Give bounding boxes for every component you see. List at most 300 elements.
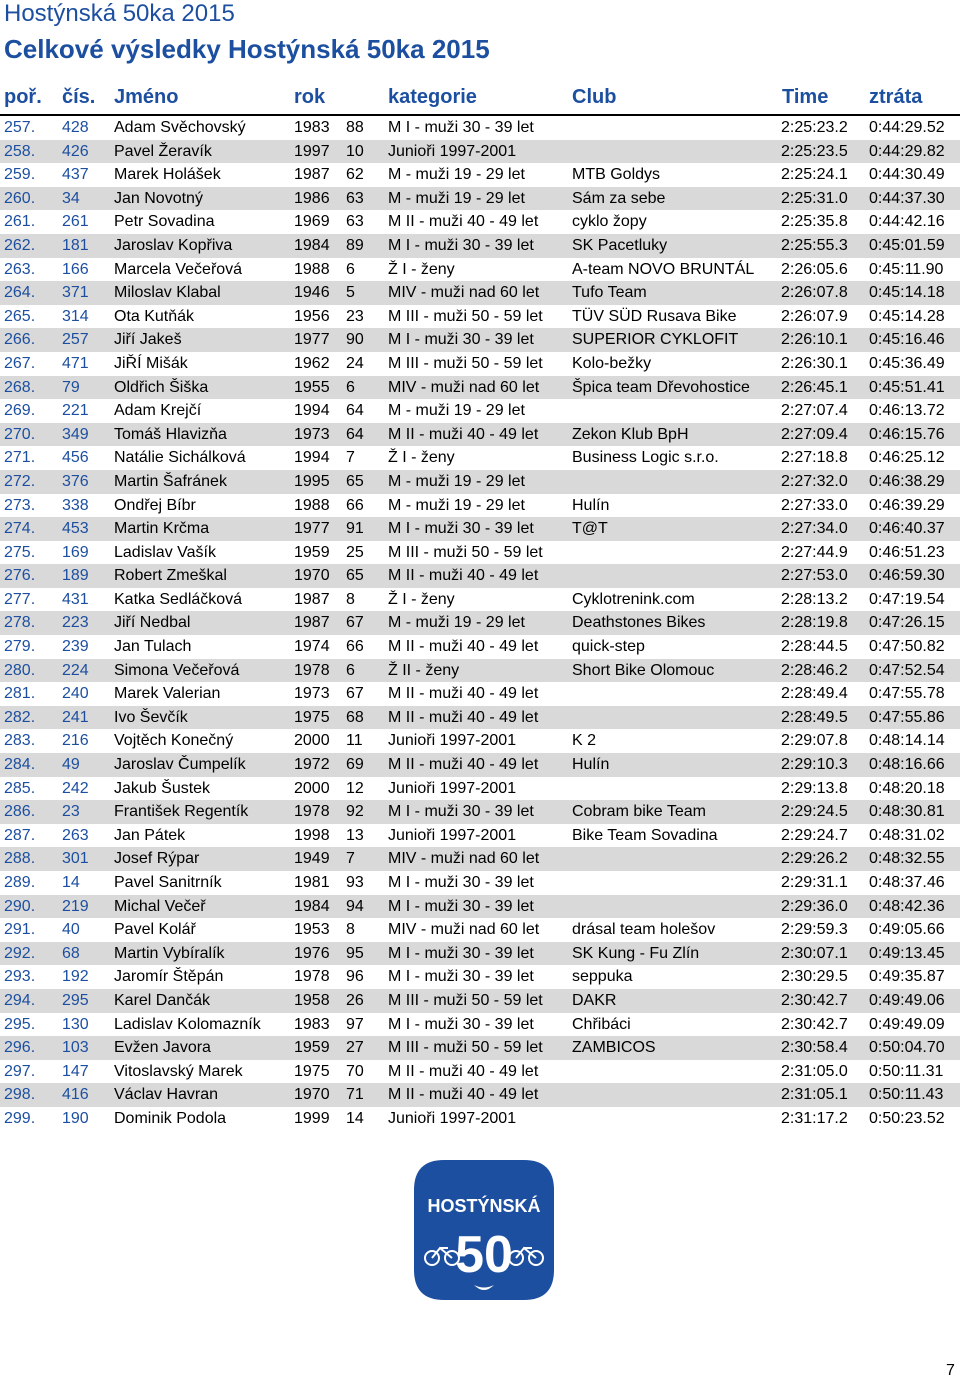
cell-number: 426 — [62, 142, 89, 160]
cell-club: DAKR — [572, 991, 617, 1009]
cell-position: 282. — [4, 708, 36, 726]
cell-number: 34 — [62, 189, 80, 207]
cell-name: Martin Šafránek — [114, 472, 227, 490]
cell-number: 239 — [62, 638, 89, 656]
cell-year-rank: 65 — [346, 472, 364, 490]
cell-position: 271. — [4, 449, 36, 467]
cell-name: Jan Novotný — [114, 189, 203, 207]
cell-position: 259. — [4, 166, 36, 184]
cell-time: 2:28:49.5 — [781, 708, 848, 726]
cell-year: 1970 — [294, 567, 330, 585]
cell-category: Ž I - ženy — [388, 260, 455, 278]
cell-year: 1959 — [294, 543, 330, 561]
cell-year-rank: 91 — [346, 520, 364, 538]
table-row — [0, 1013, 960, 1037]
cell-number: 471 — [62, 354, 89, 372]
cell-position: 284. — [4, 756, 36, 774]
cell-year: 1978 — [294, 661, 330, 679]
cell-time: 2:30:42.7 — [781, 1015, 848, 1033]
cell-year: 1981 — [294, 874, 330, 891]
cell-year: 1994 — [294, 402, 330, 420]
table-row — [0, 682, 960, 706]
cell-loss: 0:46:38.29 — [869, 472, 945, 490]
cell-name: Vojtěch Konečný — [114, 732, 234, 750]
table-row — [0, 116, 960, 140]
cell-number: 130 — [62, 1015, 89, 1033]
cell-year: 1977 — [294, 520, 330, 538]
cell-name: Pavel Žeravík — [114, 142, 212, 160]
cell-category: MIV - muži nad 60 let — [388, 921, 540, 939]
cell-number: 242 — [62, 779, 89, 797]
table-row — [0, 871, 960, 895]
cell-name: František Regentík — [114, 803, 249, 821]
cell-category: Junioři 1997-2001 — [388, 779, 517, 797]
cell-time: 2:30:58.4 — [781, 1039, 848, 1057]
cell-name: Adam Krejčí — [114, 402, 202, 420]
cell-year-rank: 27 — [346, 1039, 364, 1057]
cell-category: M III - muži 50 - 59 let — [388, 307, 543, 325]
table-row — [0, 163, 960, 187]
cell-year-rank: 6 — [346, 661, 355, 679]
cell-loss: 0:46:15.76 — [869, 425, 945, 443]
table-header — [0, 84, 960, 116]
cell-number: 240 — [62, 685, 89, 703]
cell-club: Cobram bike Team — [572, 803, 706, 821]
cell-category: Junioři 1997-2001 — [388, 826, 517, 844]
cell-position: 280. — [4, 661, 36, 679]
cell-club: T@T — [572, 520, 608, 538]
cell-year: 2000 — [294, 732, 330, 750]
cell-number: 295 — [62, 991, 89, 1009]
cell-year: 1999 — [294, 1109, 330, 1127]
cell-year: 1977 — [294, 331, 330, 349]
cell-year: 1973 — [294, 685, 330, 703]
cell-year: 1997 — [294, 142, 330, 160]
cell-name: Václav Havran — [114, 1086, 219, 1104]
cell-year-rank: 66 — [346, 638, 364, 656]
cell-year-rank: 12 — [346, 779, 364, 797]
cell-position: 268. — [4, 378, 36, 396]
cell-position: 264. — [4, 284, 36, 302]
cell-time: 2:31:05.1 — [781, 1086, 848, 1104]
cell-time: 2:29:24.7 — [781, 826, 848, 844]
cell-club: Short Bike Olomouc — [572, 661, 715, 679]
cell-year-rank: 8 — [346, 921, 355, 939]
cell-category: MIV - muži nad 60 let — [388, 378, 540, 396]
cell-loss: 0:49:05.66 — [869, 921, 945, 939]
document-subtitle: Celkové výsledky Hostýnská 50ka 2015 — [4, 34, 490, 64]
table-row — [0, 352, 960, 376]
table-row — [0, 423, 960, 447]
cell-club: drásal team holešov — [572, 921, 716, 939]
cell-name: Michal Večeř — [114, 897, 206, 915]
table-row — [0, 210, 960, 234]
cell-loss: 0:49:49.06 — [869, 991, 945, 1009]
cell-loss: 0:46:40.37 — [869, 520, 945, 538]
logo-text-line1: HOSTÝNSKÁ — [427, 1196, 541, 1216]
cell-name: Pavel Sanitrník — [114, 874, 222, 891]
cell-time: 2:27:32.0 — [781, 472, 848, 490]
cell-position: 296. — [4, 1039, 36, 1057]
cell-club: Hulín — [572, 496, 610, 514]
table-row — [0, 234, 960, 258]
cell-position: 291. — [4, 921, 36, 939]
cell-time: 2:27:18.8 — [781, 449, 848, 467]
cell-time: 2:25:55.3 — [781, 236, 848, 254]
table-row — [0, 376, 960, 400]
cell-name: Miloslav Klabal — [114, 284, 221, 302]
cell-number: 224 — [62, 661, 89, 679]
cell-name: Ivo Ševčík — [114, 708, 188, 726]
cell-name: Simona Večeřová — [114, 661, 240, 679]
cell-loss: 0:50:11.31 — [869, 1062, 944, 1080]
cell-loss: 0:45:14.18 — [869, 284, 945, 302]
table-row — [0, 847, 960, 871]
cell-name: Robert Zmeškal — [114, 567, 227, 585]
cell-position: 297. — [4, 1062, 36, 1080]
cell-loss: 0:45:11.90 — [869, 260, 944, 278]
cell-category: M II - muži 40 - 49 let — [388, 1062, 539, 1080]
cell-name: Marcela Večeřová — [114, 260, 243, 278]
cell-time: 2:25:23.2 — [781, 119, 848, 136]
cell-category: M - muži 19 - 29 let — [388, 614, 525, 632]
cell-number: 79 — [62, 378, 80, 396]
cell-name: Ota Kutňák — [114, 307, 195, 325]
cell-category: Junioři 1997-2001 — [388, 1109, 517, 1127]
table-row — [0, 187, 960, 211]
cell-category: M III - muži 50 - 59 let — [388, 991, 543, 1009]
table-row — [0, 989, 960, 1013]
cell-club: Zekon Klub BpH — [572, 425, 689, 443]
cell-name: Ladislav Kolomazník — [114, 1015, 261, 1033]
cell-time: 2:29:07.8 — [781, 732, 848, 750]
cell-year-rank: 89 — [346, 236, 364, 254]
cell-loss: 0:44:37.30 — [869, 189, 945, 207]
cell-year-rank: 7 — [346, 449, 355, 467]
cell-position: 286. — [4, 803, 36, 821]
cell-loss: 0:49:13.45 — [869, 944, 945, 962]
cell-time: 2:29:10.3 — [781, 756, 848, 774]
cell-year: 1983 — [294, 119, 330, 136]
cell-name: Martin Vybíralík — [114, 944, 225, 962]
cell-name: Vitoslavský Marek — [114, 1062, 243, 1080]
cell-number: 314 — [62, 307, 89, 325]
cell-club: quick-step — [572, 638, 645, 656]
cell-time: 2:25:23.5 — [781, 142, 848, 160]
cell-number: 437 — [62, 166, 89, 184]
cell-year: 1998 — [294, 826, 330, 844]
cell-position: 283. — [4, 732, 36, 750]
column-header-position: poř. — [4, 86, 42, 108]
cell-category: M I - muži 30 - 39 let — [388, 803, 534, 821]
column-header-year: rok — [294, 86, 326, 108]
cell-number: 257 — [62, 331, 89, 349]
table-row — [0, 1060, 960, 1084]
cell-year-rank: 93 — [346, 874, 364, 891]
cell-time: 2:25:35.8 — [781, 213, 848, 231]
cell-position: 288. — [4, 850, 36, 868]
cell-category: M II - muži 40 - 49 let — [388, 685, 539, 703]
cell-time: 2:27:09.4 — [781, 425, 848, 443]
table-row — [0, 494, 960, 518]
cell-loss: 0:45:01.59 — [869, 236, 945, 254]
cell-position: 266. — [4, 331, 36, 349]
column-header-name: Jméno — [114, 86, 179, 108]
cell-time: 2:31:05.0 — [781, 1062, 848, 1080]
cell-name: Oldřich Šiška — [114, 378, 209, 396]
cell-position: 263. — [4, 260, 36, 278]
cell-loss: 0:47:26.15 — [869, 614, 945, 632]
column-header-time: Time — [782, 86, 829, 108]
cell-year-rank: 69 — [346, 756, 364, 774]
table-row — [0, 800, 960, 824]
cell-time: 2:26:07.9 — [781, 307, 848, 325]
cell-loss: 0:48:14.14 — [869, 732, 945, 750]
cell-time: 2:26:07.8 — [781, 284, 848, 302]
cell-club: Sám za sebe — [572, 189, 666, 207]
cell-category: Junioři 1997-2001 — [388, 142, 517, 160]
cell-name: Pavel Kolář — [114, 921, 196, 939]
cell-name: Natálie Sichálková — [114, 449, 246, 467]
cell-loss: 0:48:20.18 — [869, 779, 945, 797]
cell-number: 428 — [62, 119, 89, 136]
table-row — [0, 777, 960, 801]
cell-year-rank: 92 — [346, 803, 364, 821]
cell-club: Tufo Team — [572, 284, 647, 302]
cell-number: 216 — [62, 732, 89, 750]
cell-name: Jan Pátek — [114, 826, 186, 844]
cell-loss: 0:46:39.29 — [869, 496, 945, 514]
cell-time: 2:30:42.7 — [781, 991, 848, 1009]
cell-year: 1972 — [294, 756, 330, 774]
cell-name: Jaroslav Kopřiva — [114, 236, 233, 254]
cell-club: cyklo žopy — [572, 213, 647, 231]
cell-year: 1978 — [294, 968, 330, 986]
cell-position: 260. — [4, 189, 36, 207]
cell-name: Dominik Podola — [114, 1109, 227, 1127]
cell-time: 2:28:44.5 — [781, 638, 848, 656]
cell-number: 190 — [62, 1109, 89, 1127]
page-number: 7 — [946, 1362, 955, 1379]
cell-year-rank: 6 — [346, 378, 355, 396]
cell-year-rank: 10 — [346, 142, 364, 160]
cell-number: 456 — [62, 449, 89, 467]
table-row — [0, 281, 960, 305]
cell-number: 453 — [62, 520, 89, 538]
cell-name: Jaromír Štěpán — [114, 968, 224, 986]
cell-category: M II - muži 40 - 49 let — [388, 567, 539, 585]
cell-category: M I - muži 30 - 39 let — [388, 119, 534, 136]
cell-category: M I - muži 30 - 39 let — [388, 1015, 534, 1033]
cell-year-rank: 66 — [346, 496, 364, 514]
cell-year: 1987 — [294, 166, 330, 184]
cell-loss: 0:44:29.82 — [869, 142, 945, 160]
cell-number: 192 — [62, 968, 89, 986]
cell-number: 14 — [62, 874, 80, 891]
cell-position: 275. — [4, 543, 36, 561]
cell-number: 166 — [62, 260, 89, 278]
cell-position: 290. — [4, 897, 36, 915]
cell-category: M - muži 19 - 29 let — [388, 402, 525, 420]
cell-year-rank: 8 — [346, 590, 355, 608]
cell-time: 2:30:29.5 — [781, 968, 848, 986]
cell-number: 261 — [62, 213, 89, 231]
table-row — [0, 517, 960, 541]
cell-category: Ž I - ženy — [388, 590, 455, 608]
cell-position: 261. — [4, 213, 36, 231]
cell-category: M III - muži 50 - 59 let — [388, 354, 543, 372]
cell-category: M II - muži 40 - 49 let — [388, 425, 539, 443]
cell-time: 2:27:34.0 — [781, 520, 848, 538]
cell-loss: 0:46:13.72 — [869, 402, 945, 420]
cell-position: 258. — [4, 142, 36, 160]
cell-loss: 0:47:50.82 — [869, 638, 945, 656]
cell-number: 263 — [62, 826, 89, 844]
cell-loss: 0:46:59.30 — [869, 567, 945, 585]
cell-club: Deathstones Bikes — [572, 614, 706, 632]
cell-year-rank: 64 — [346, 425, 364, 443]
cell-year: 1987 — [294, 590, 330, 608]
cell-loss: 0:44:29.52 — [869, 119, 945, 136]
table-row — [0, 824, 960, 848]
cell-name: Martin Krčma — [114, 520, 210, 538]
cell-category: M II - muži 40 - 49 let — [388, 708, 539, 726]
cell-time: 2:29:36.0 — [781, 897, 848, 915]
cell-position: 295. — [4, 1015, 36, 1033]
cell-time: 2:28:49.4 — [781, 685, 848, 703]
cell-position: 292. — [4, 944, 36, 962]
cell-category: M I - muži 30 - 39 let — [388, 944, 534, 962]
cell-category: M I - muži 30 - 39 let — [388, 968, 534, 986]
cell-loss: 0:48:16.66 — [869, 756, 945, 774]
column-header-number: čís. — [62, 86, 96, 108]
cell-year-rank: 65 — [346, 567, 364, 585]
cell-year-rank: 26 — [346, 991, 364, 1009]
cell-loss: 0:48:42.36 — [869, 897, 945, 915]
cell-time: 2:31:17.2 — [781, 1109, 848, 1127]
cell-time: 2:26:05.6 — [781, 260, 848, 278]
cell-year: 1976 — [294, 944, 330, 962]
cell-loss: 0:48:32.55 — [869, 850, 945, 868]
table-row — [0, 258, 960, 282]
cell-number: 221 — [62, 402, 89, 420]
cell-time: 2:25:24.1 — [781, 166, 848, 184]
cell-time: 2:28:13.2 — [781, 590, 848, 608]
cell-position: 274. — [4, 520, 36, 538]
cell-year: 1959 — [294, 1039, 330, 1057]
cell-category: M - muži 19 - 29 let — [388, 189, 525, 207]
cell-time: 2:29:26.2 — [781, 850, 848, 868]
cell-year-rank: 7 — [346, 850, 355, 868]
cell-loss: 0:45:14.28 — [869, 307, 945, 325]
cell-position: 270. — [4, 425, 36, 443]
cell-position: 277. — [4, 590, 36, 608]
cell-name: Jakub Šustek — [114, 779, 211, 797]
cell-loss: 0:47:55.78 — [869, 685, 945, 703]
cell-year-rank: 67 — [346, 614, 364, 632]
cell-name: Marek Valerian — [114, 685, 221, 703]
table-row — [0, 918, 960, 942]
cell-name: Karel Dančák — [114, 991, 211, 1009]
table-row — [0, 541, 960, 565]
cell-time: 2:28:46.2 — [781, 661, 848, 679]
cell-year: 1975 — [294, 708, 330, 726]
cell-year: 1994 — [294, 449, 330, 467]
cell-position: 299. — [4, 1109, 36, 1127]
cell-year-rank: 97 — [346, 1015, 364, 1033]
cell-time: 2:25:31.0 — [781, 189, 848, 207]
cell-time: 2:29:24.5 — [781, 803, 848, 821]
cell-position: 276. — [4, 567, 36, 585]
cell-category: M I - muži 30 - 39 let — [388, 331, 534, 349]
table-row — [0, 588, 960, 612]
cell-time: 2:27:07.4 — [781, 402, 848, 420]
table-row — [0, 942, 960, 966]
cell-year-rank: 24 — [346, 354, 364, 372]
cell-club: Špica team Dřevohostice — [572, 378, 750, 396]
cell-year: 1995 — [294, 472, 330, 490]
cell-loss: 0:45:16.46 — [869, 331, 945, 349]
cell-number: 68 — [62, 944, 80, 962]
cell-category: M - muži 19 - 29 let — [388, 496, 525, 514]
cell-name: Petr Sovadina — [114, 213, 215, 231]
cell-year: 2000 — [294, 779, 330, 797]
cell-loss: 0:47:55.86 — [869, 708, 945, 726]
cell-year-rank: 64 — [346, 402, 364, 420]
cell-loss: 0:46:25.12 — [869, 449, 945, 467]
cell-number: 181 — [62, 236, 89, 254]
table-row — [0, 328, 960, 352]
cell-year: 1955 — [294, 378, 330, 396]
cell-position: 278. — [4, 614, 36, 632]
cell-loss: 0:44:30.49 — [869, 166, 945, 184]
cell-year: 1987 — [294, 614, 330, 632]
cell-number: 103 — [62, 1039, 89, 1057]
cell-number: 371 — [62, 284, 89, 302]
cell-position: 279. — [4, 638, 36, 656]
document-title: Hostýnská 50ka 2015 — [4, 0, 235, 27]
cell-year: 1956 — [294, 307, 330, 325]
cell-category: M I - muži 30 - 39 let — [388, 236, 534, 254]
table-row — [0, 305, 960, 329]
cell-number: 49 — [62, 756, 80, 774]
cell-category: M I - muži 30 - 39 let — [388, 874, 534, 891]
cell-category: M II - muži 40 - 49 let — [388, 1086, 539, 1104]
cell-club: Chřibáci — [572, 1015, 631, 1033]
cell-year-rank: 70 — [346, 1062, 364, 1080]
cell-time: 2:29:59.3 — [781, 921, 848, 939]
cell-year-rank: 6 — [346, 260, 355, 278]
cell-year-rank: 25 — [346, 543, 364, 561]
cell-position: 262. — [4, 236, 36, 254]
cell-year-rank: 71 — [346, 1086, 364, 1104]
cell-category: M II - muži 40 - 49 let — [388, 638, 539, 656]
cell-club: Hulín — [572, 756, 610, 774]
cell-year-rank: 62 — [346, 166, 364, 184]
cell-year-rank: 23 — [346, 307, 364, 325]
cell-number: 416 — [62, 1086, 89, 1104]
cell-time: 2:29:31.1 — [781, 874, 848, 891]
cell-name: Josef Rýpar — [114, 850, 200, 868]
cell-number: 189 — [62, 567, 89, 585]
cell-number: 349 — [62, 425, 89, 443]
cell-club: TÜV SÜD Rusava Bike — [572, 307, 737, 325]
cell-name: Jiří Jakeš — [114, 331, 182, 349]
cell-year: 1969 — [294, 213, 330, 231]
cell-loss: 0:50:04.70 — [869, 1039, 945, 1057]
cell-year: 1978 — [294, 803, 330, 821]
cell-year: 1958 — [294, 991, 330, 1009]
